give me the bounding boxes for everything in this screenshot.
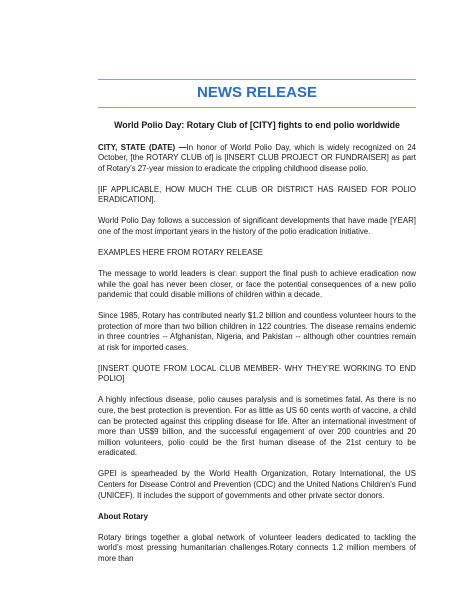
intro-text: In honor of World Polio Day, which is widely recognized on 24 October, [the ROTARY CLUB of] is [INSERT CLUB PROJECT OR FUNDRAISER] as part of Rotary’s 27-year mission to eradicate the crippling childhood disease polio. [98, 142, 416, 173]
paragraph-amount-raised: [IF APPLICABLE, HOW MUCH THE CLUB OR DISTRICT HAS RAISED FOR POLIO ERADICATION]. [98, 184, 416, 205]
paragraph-about-rotary: Rotary brings together a global network of volunteer leaders dedicated to tackling the world’s most pressing humanitarian challenges.Rotary connects 1.2 million members of more than [98, 532, 416, 563]
top-divider [98, 79, 416, 80]
release-body [98, 120, 416, 575]
news-release-title: NEWS RELEASE [196, 84, 317, 101]
paragraph-gpei: GPEI is spearheaded by the World Health Organization, Rotary International, the US Centers for Disease Control and Prevention (CDC) and the United Nations Children’s Fund (UNICEF). It includes the support of governments and other private sector donors. [98, 469, 416, 500]
paragraph-contributions: Since 1985, Rotary has contributed nearly $1.2 billion and countless volunteer hours to the protection of more than two billion children in 122 countries. The disease remains endemic in three countries -- Afghanistan, Nigeria, and Pakistan -- although other countries remain at risk for imported cases. [98, 311, 416, 352]
dateline: CITY, STATE (DATE) — [98, 142, 187, 152]
paragraph-world-polio-day: World Polio Day follows a succession of significant developments that have made [YEAR] one of the most important years in the history of the polio eradication initiative. [98, 216, 416, 236]
release-subhead: World Polio Day: Rotary Club of [CITY] fights to end polio worldwide [114, 120, 400, 130]
about-rotary-heading: About Rotary [98, 511, 148, 521]
bottom-divider [98, 107, 416, 108]
paragraph-quote: [INSERT QUOTE FROM LOCAL CLUB MEMBER- WHY THEY’RE WORKING TO END POLIO] [98, 363, 416, 384]
paragraph-examples: EXAMPLES HERE FROM ROTARY RELEASE [98, 247, 263, 257]
paragraph-message: The message to world leaders is clear: support the final push to achieve eradication now while the goal has never been closer, or face the potential consequences of a new polio pandemic that could disable millions of children within a decade. [98, 268, 416, 300]
paragraph-disease-info: A highly infectious disease, polio causes paralysis and is sometimes fatal. As there is no cure, the best protection is prevention. For as little as US 60 cents worth of vaccine, a child can be protected against this crippling disease for life. After an international investment of more than US$9 billion, and the successful engagement of over 200 countries and 20 million volunteers, polio could be the first human disease of the 21st century to be eradicated. [98, 395, 416, 458]
paragraph-intro [98, 143, 416, 175]
